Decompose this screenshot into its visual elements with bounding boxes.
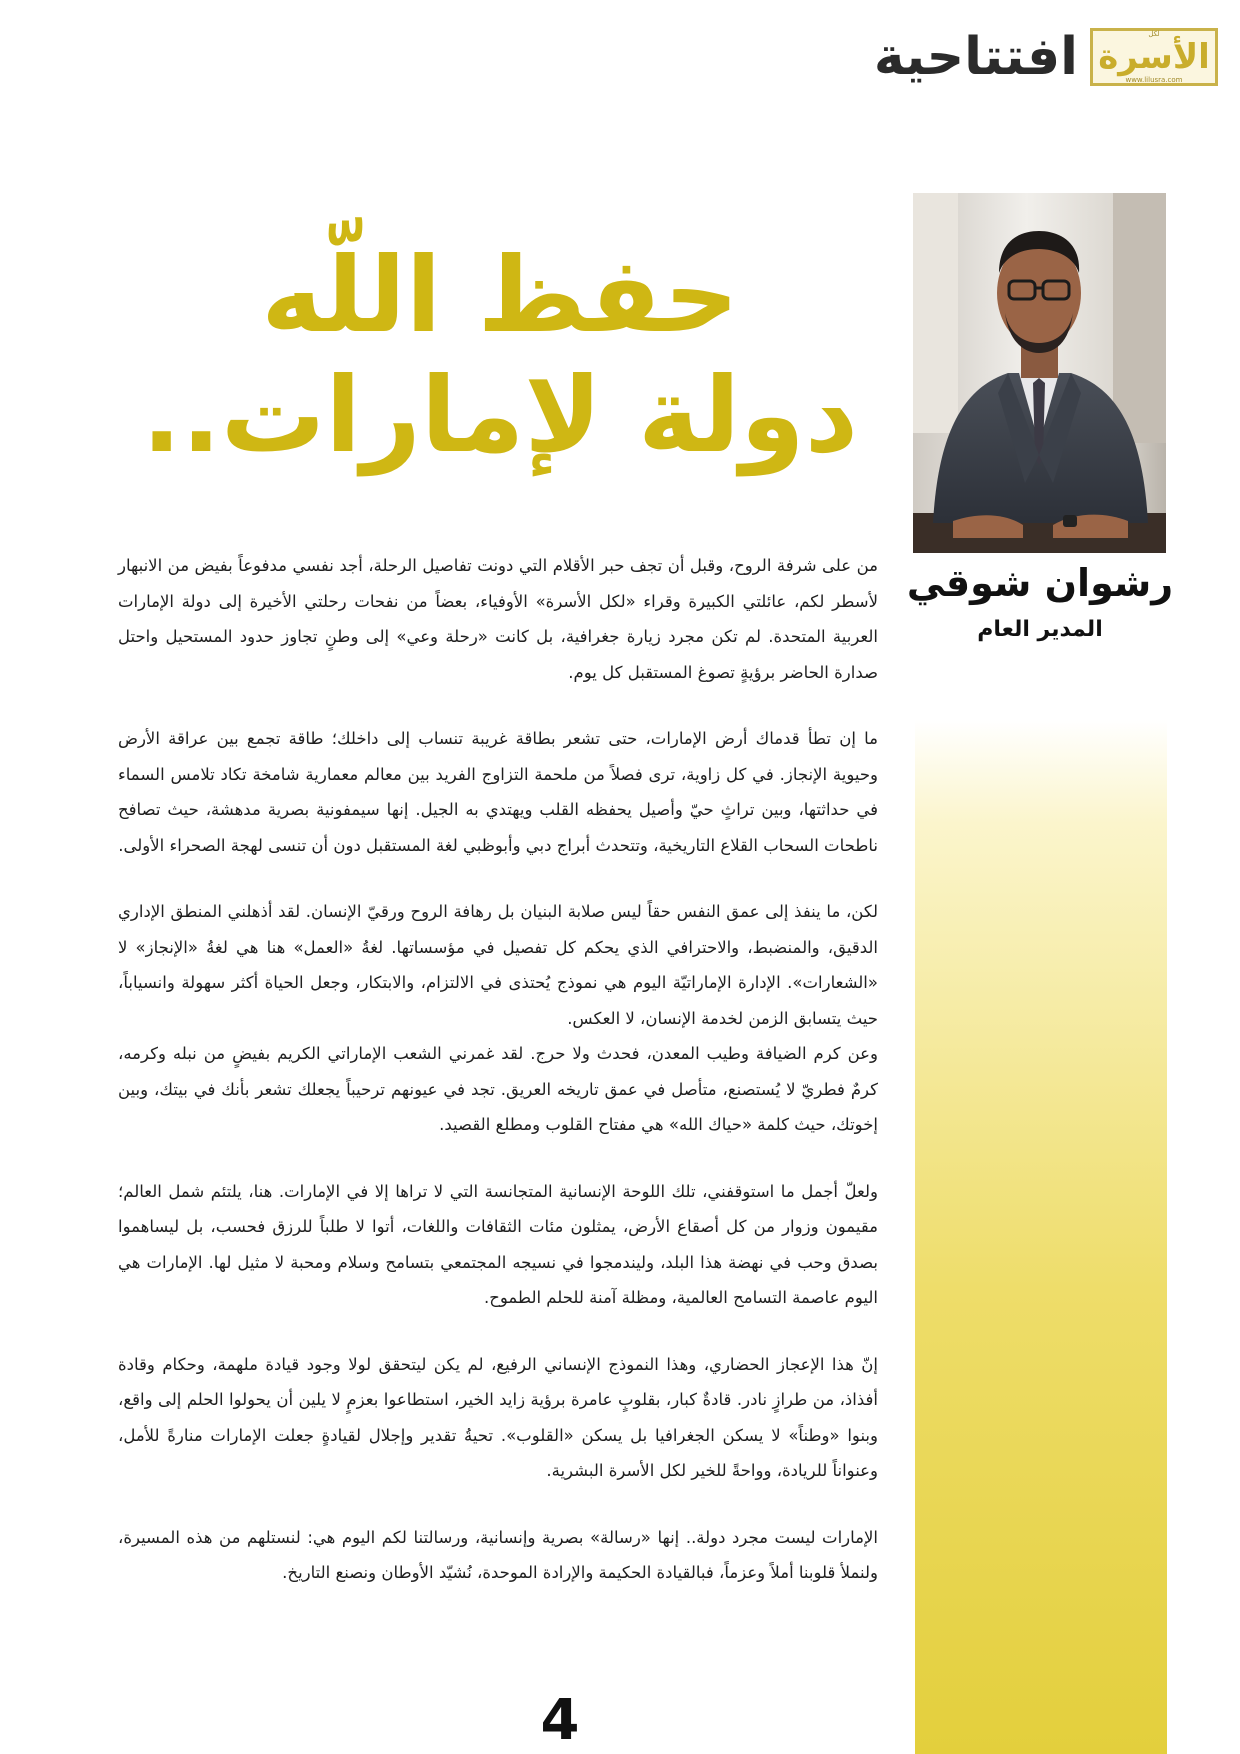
logo-small-text: لكل	[1148, 30, 1160, 38]
logo-url: www.lilusra.com	[1125, 76, 1183, 84]
article-paragraph-1: من على شرفة الروح، وقبل أن تجف حبر الأقلام التي دونت تفاصيل الرحلة، أجد نفسي مدفوعاً بفيض من الانبهار لأسطر لكم، عائلتي الكبيرة وقراء «لكل الأسرة» الأوفياء، بعضاً من نفحات رحلتي الأخيرة إلى دولة الإمارات العربية المتحدة. لم تكن مجرد زيارة جغرافية، بل كانت «رحلة وعي» إلى وطنٍ تجاوز حدود المستحيل واحتل صدارة الحاضر برؤيةٍ تصوغ المستقبل كل يوم.	[118, 556, 878, 682]
magazine-logo	[1090, 28, 1218, 86]
article-paragraph-3: لكن، ما ينفذ إلى عمق النفس حقاً ليس صلابة البنيان بل رهافة الروح ورقيّ الإنسان. لقد أذهلني المنطق الإداري الدقيق، والمنضبط، والاحترافي الذي يحكم كل تفصيل في مؤسساتها. لغةُ «العمل» هنا هي لغةُ «الإنجاز» لا «الشعارات». الإدارة الإماراتيّة اليوم هي نموذج يُحتذى في الالتزام، والابتكار، وجعل الحياة أكثر سهولة وانسياباً، حيث يتسابق الزمن لخدمة الإنسان، لا العكس.	[118, 902, 878, 1028]
decorative-yellow-band	[915, 720, 1167, 1754]
author-name: رشوان شوقي	[906, 561, 1174, 605]
article-paragraph-4: وعن كرم الضيافة وطيب المعدن، فحدث ولا حرج. لقد غمرني الشعب الإماراتي الكريم بفيضٍ من نبله وكرمه، كرمٌ فطريّ لا يُستصنع، متأصل في عمق تاريخه العريق. تجد في عيونهم ترحيباً يجعلك تشعر بأنك في بيتك، وبين إخوتك، حيث كلمة «حياك الله» هي مفتاح القلوب ومطلع القصيد.	[118, 1044, 878, 1134]
page-header	[874, 22, 1218, 92]
section-title: افتتاحية	[873, 27, 1078, 87]
logo-text: الأسرة	[1098, 37, 1210, 77]
article-paragraph-2: ما إن تطأ قدماك أرض الإمارات، حتى تشعر بطاقة غريبة تنساب إلى داخلك؛ طاقة تجمع بين عراقة الأرض وحيوية الإنجاز. في كل زاوية، ترى فصلاً من ملحمة التزاوج الفريد بين معالم معمارية شامخة تكاد تلامس السماء في حداثتها، وبين تراثٍ حيّ وأصيل يحفظه القلب ويهتدي به الجيل. إنها سيمفونية بصرية مدهشة، حيث تصافح ناطحات السحاب القلاع التاريخية، وتتحدث أبراج دبي وأبوظبي لغة المستقبل دون أن تنسى لهجة الصحراء الأولى.	[118, 729, 878, 855]
headline-line-1: حفظ اللّه	[261, 234, 739, 356]
author-photo	[913, 193, 1166, 553]
headline-line-2: دولة لإمارات..	[141, 354, 859, 476]
article-paragraph-7: الإمارات ليست مجرد دولة.. إنها «رسالة» بصرية وإنسانية، ورسالتنا لكم اليوم هي: لنستلهم من هذه المسيرة، ولنملأ قلوبنا أملاً وعزماً، فبالقيادة الحكيمة والإرادة الموحدة، نُشيّد الأوطان ونصنع التاريخ.	[118, 1527, 878, 1582]
article-paragraph-6: إنّ هذا الإعجاز الحضاري، وهذا النموذج الإنساني الرفيع، لم يكن ليتحقق لولا وجود قيادة ملهمة، وحكام وقادة أفذاذ، من طرازٍ نادر. قادةٌ كبار، بقلوبٍ عامرة برؤية زايد الخير، استطاعوا بعزمٍ لا يلين أن يحولوا الحلم إلى واقع، وبنوا «وطناً» لا يسكن الجغرافيا بل يسكن «القلوب». تحيةُ تقدير وإجلال لقيادةٍ جعلت الإمارات منارةً للأمل، وعنواناً للريادة، وواحةً للخير لكل الأسرة البشرية.	[118, 1354, 878, 1480]
page-number: 4	[540, 1688, 580, 1753]
headline	[120, 235, 880, 475]
article-body	[118, 548, 878, 1591]
article-paragraph-5: ولعلّ أجمل ما استوقفني، تلك اللوحة الإنسانية المتجانسة التي لا تراها إلا في الإمارات. هنا، يلتئم شمل العالم؛ مقيمون وزوار من كل أصقاع الأرض، يمثلون مئات الثقافات واللغات، أتوا لا طلباً للرزق فحسب، بل ليساهموا بصدق وحب في نهضة هذا البلد، وليندمجوا في نسيجه المجتمعي بتسامح وسلام ومحبة لا مثيل لها. الإمارات هي اليوم عاصمة التسامح العالمية، ومظلة آمنة للحلم الطموح.	[118, 1181, 878, 1307]
author-role: المدير العام	[977, 617, 1103, 642]
